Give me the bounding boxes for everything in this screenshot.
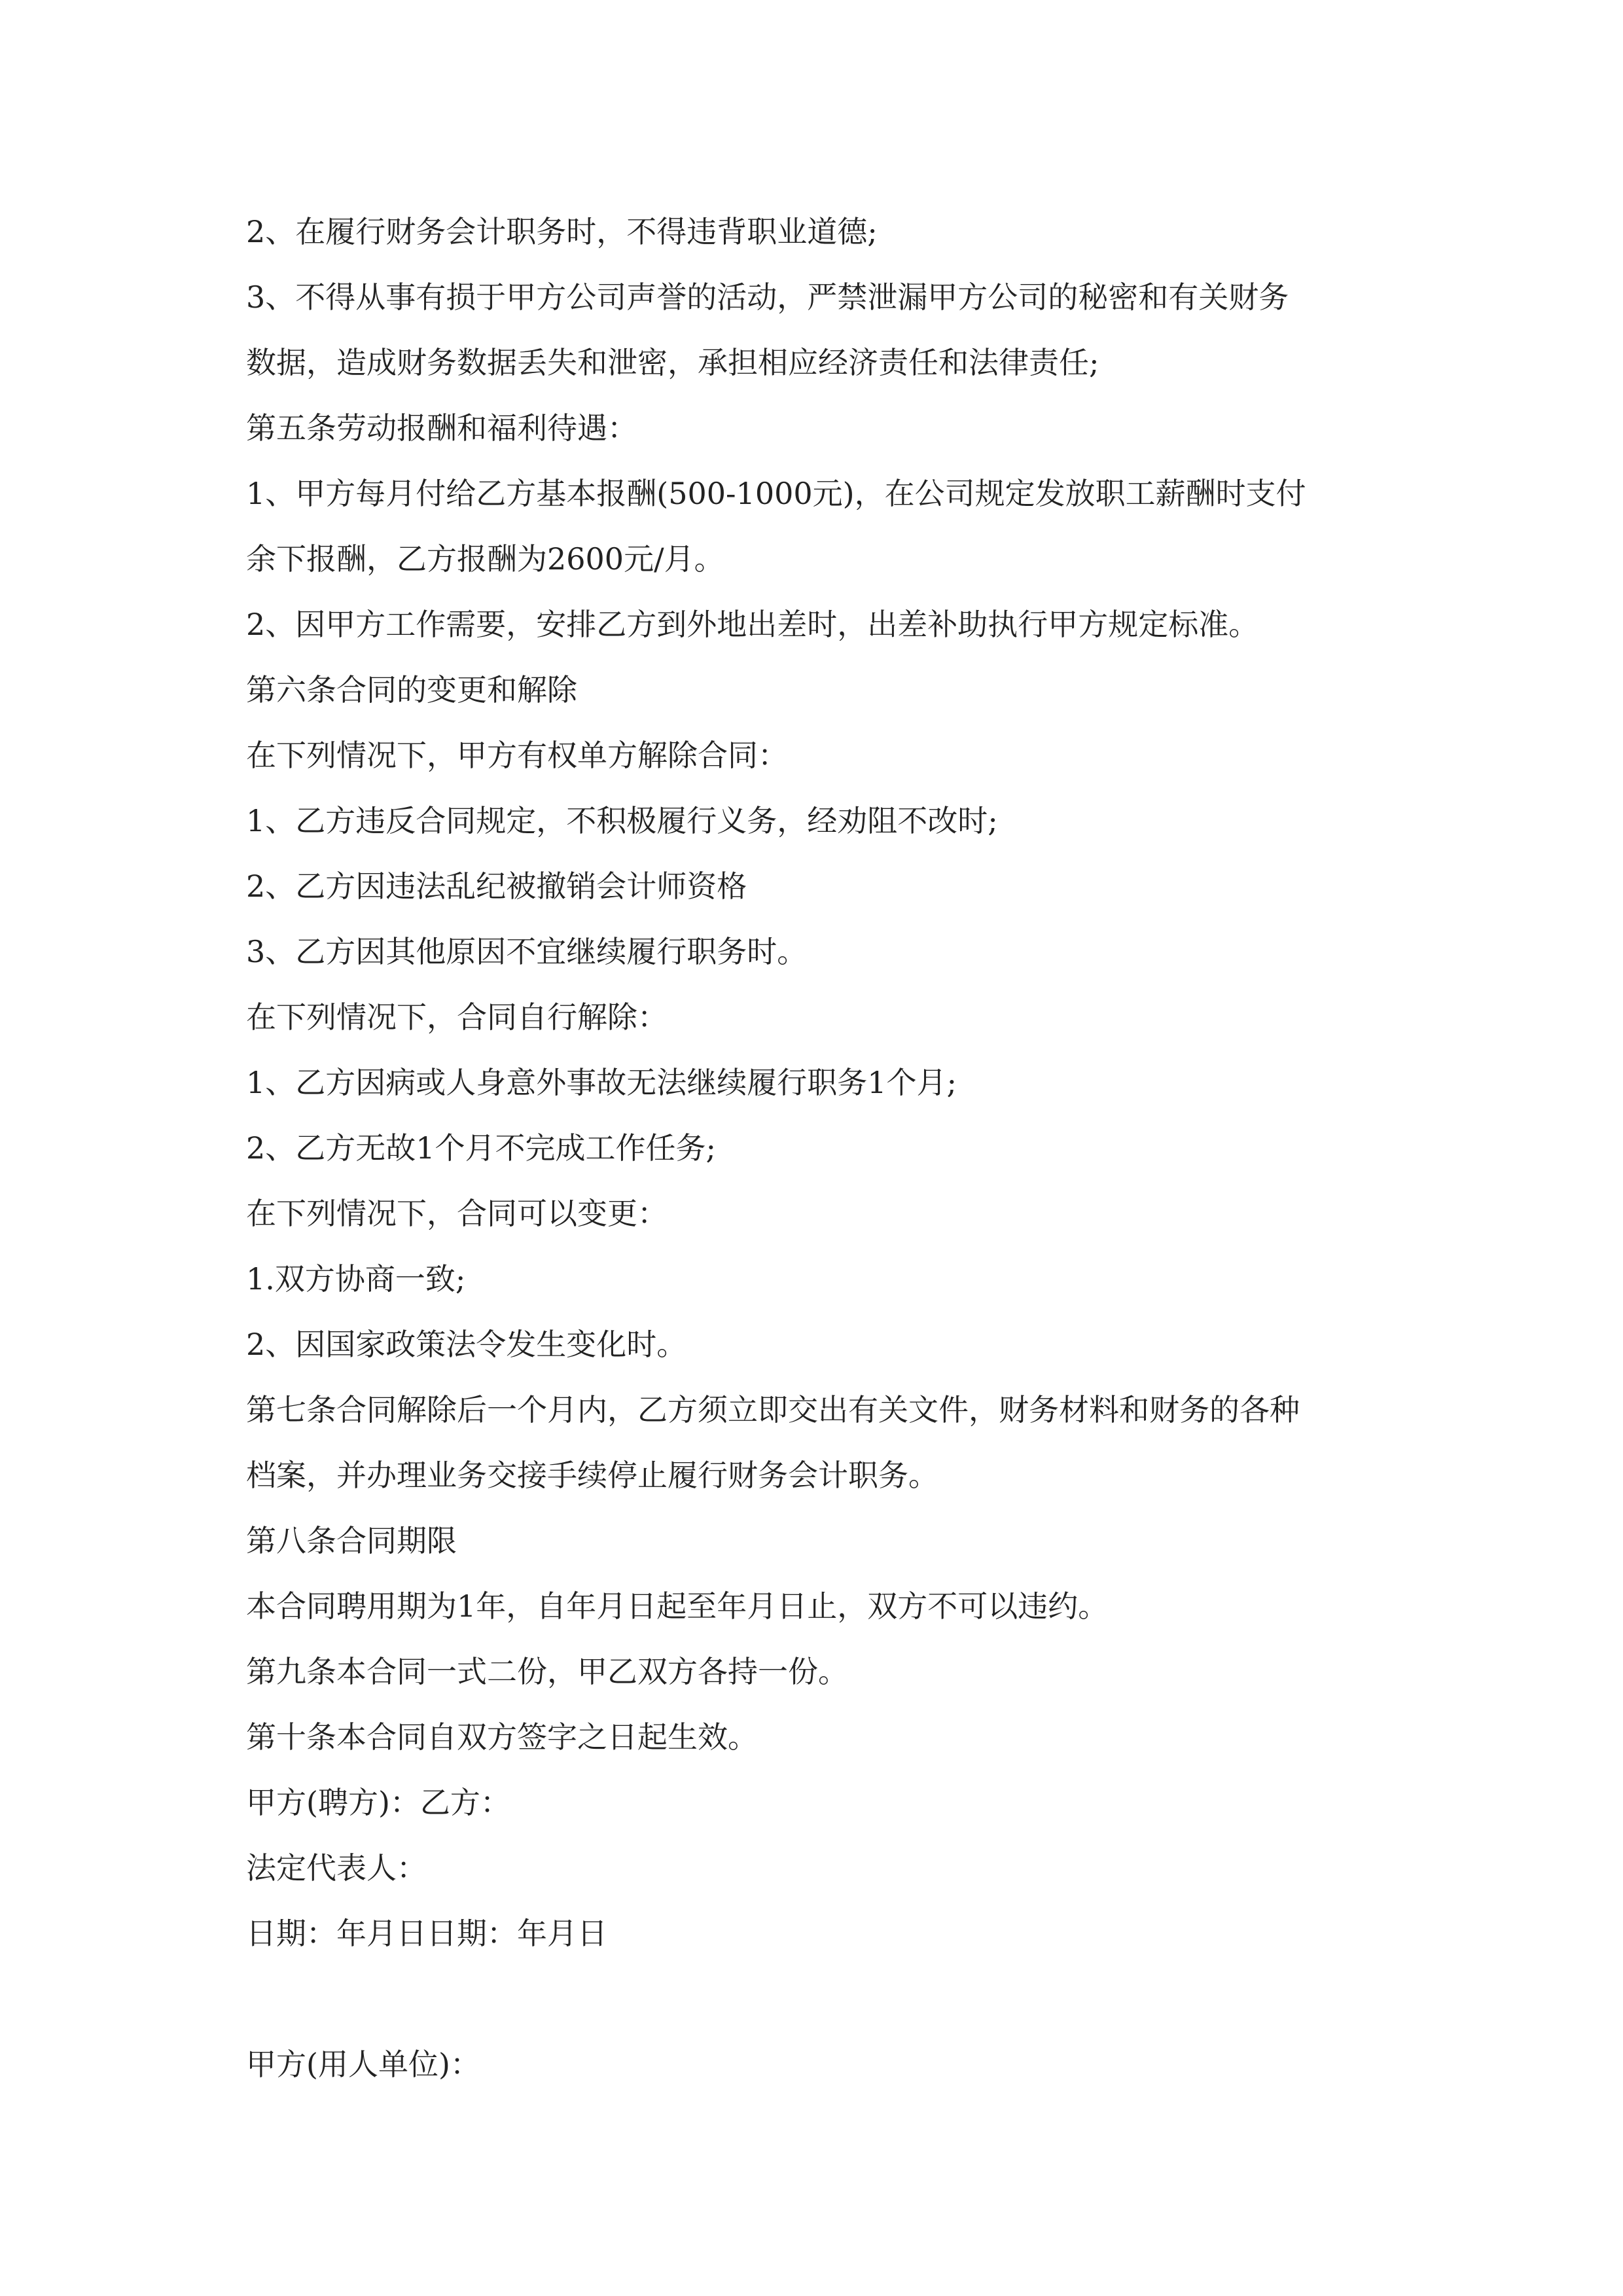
text-line: 3、乙方因其他原因不宜继续履行职务时。	[246, 934, 808, 969]
section-heading: 第九条本合同一式二份，甲乙双方各持一份。	[246, 1654, 848, 1689]
section-heading: 第五条劳动报酬和福利待遇：	[246, 410, 637, 446]
text-line: 2、在履行财务会计职务时，不得违背职业道德;	[246, 214, 878, 249]
text-line: 1、乙方因病或人身意外事故无法继续履行职务1个月;	[246, 1065, 957, 1100]
text-line: 2、因国家政策法令发生变化时。	[246, 1327, 687, 1362]
text-line: 1、乙方违反合同规定，不积极履行义务，经劝阻不改时;	[246, 803, 998, 838]
text-line: 1.双方协商一致;	[246, 1261, 466, 1297]
document-body	[246, 199, 1398, 2097]
blank-gap	[246, 1966, 1398, 2032]
signature-line: 甲方(聘方)：乙方：	[246, 1785, 510, 1820]
text-line: 在下列情况下，合同自行解除：	[246, 999, 668, 1035]
employer-line: 甲方(用人单位)：	[246, 2047, 480, 2082]
text-line: 在下列情况下，甲方有权单方解除合同：	[246, 738, 788, 773]
section-heading: 第八条合同期限	[246, 1523, 457, 1558]
text-line: 本合同聘用期为1年，自年月日起至年月日止，双方不可以违约。	[246, 1588, 1109, 1624]
text-line: 2、因甲方工作需要，安排乙方到外地出差时，出差补助执行甲方规定标准。	[246, 607, 1259, 642]
text-line: 3、不得从事有损于甲方公司声誉的活动，严禁泄漏甲方公司的秘密和有关财务	[246, 279, 1289, 315]
text-line: 1、甲方每月付给乙方基本报酬(500-1000元)，在公司规定发放职工薪酬时支付	[246, 476, 1306, 511]
text-line: 2、乙方因违法乱纪被撤销会计师资格	[246, 869, 747, 904]
text-line: 2、乙方无故1个月不完成工作任务;	[246, 1130, 717, 1166]
date-line: 日期：年月日日期：年月日	[246, 1916, 607, 1951]
section-heading: 第六条合同的变更和解除	[246, 672, 577, 708]
text-line: 在下列情况下，合同可以变更：	[246, 1196, 668, 1231]
text-line: 余下报酬，乙方报酬为2600元/月。	[246, 541, 724, 577]
text-line: 数据，造成财务数据丢失和泄密，承担相应经济责任和法律责任;	[246, 345, 1099, 380]
text-line: 档案，并办理业务交接手续停止履行财务会计职务。	[246, 1458, 938, 1493]
section-heading: 第七条合同解除后一个月内，乙方须立即交出有关文件，财务材料和财务的各种	[246, 1392, 1300, 1427]
signature-line: 法定代表人：	[246, 1850, 427, 1886]
section-heading: 第十条本合同自双方签字之日起生效。	[246, 1719, 758, 1755]
